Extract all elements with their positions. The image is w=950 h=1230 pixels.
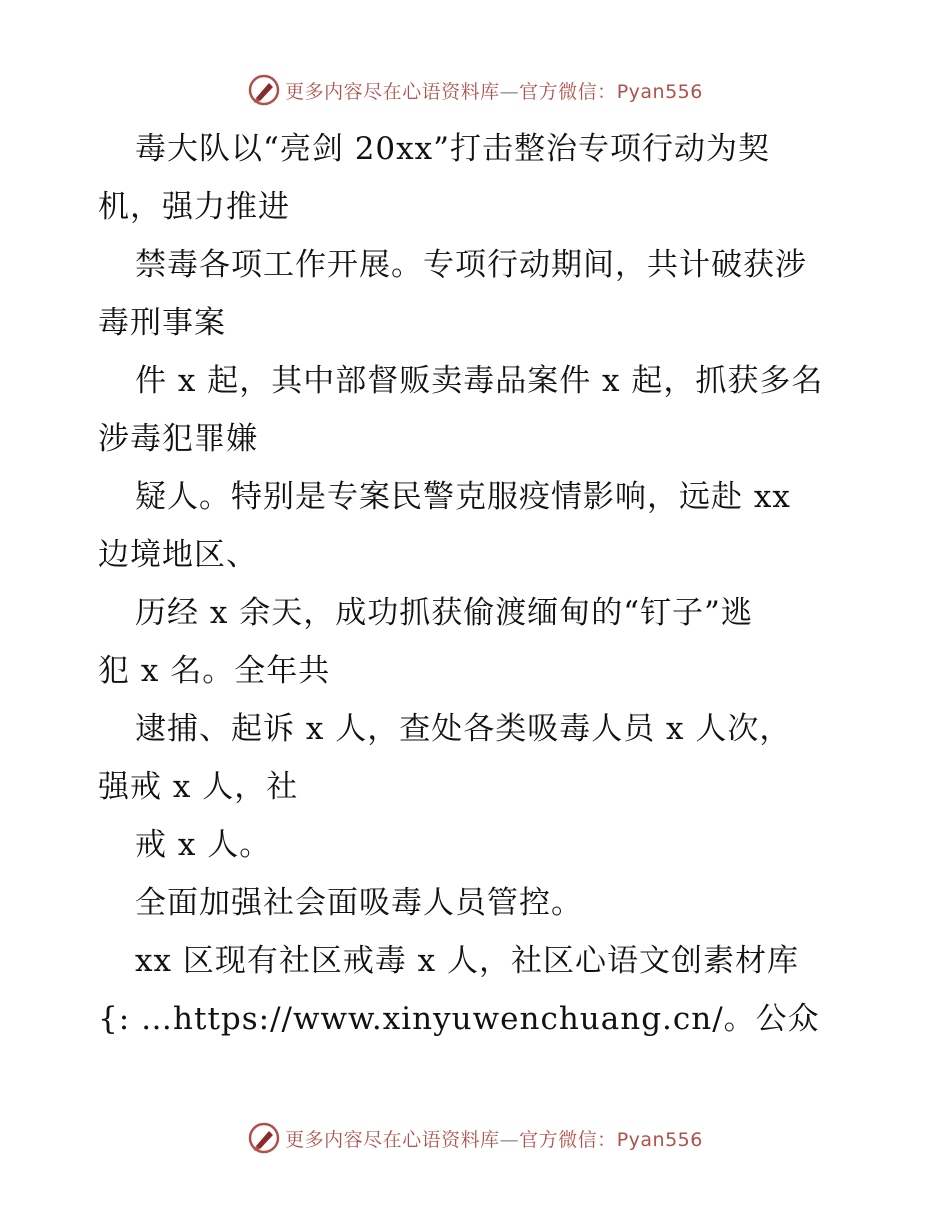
- document-body: [98, 120, 858, 1048]
- text-line: 强戒 x 人，社: [98, 769, 299, 805]
- pen-logo-icon: [247, 1121, 281, 1155]
- banner-text: 更多内容尽在心语资料库—官方微信：Pyan556: [285, 1128, 703, 1151]
- text-line: 涉毒犯罪嫌: [98, 421, 258, 457]
- text-line: xx 区现有社区戒毒 x 人，社区心语文创素材库: [135, 943, 800, 979]
- text-line: 机，强力推进: [98, 189, 290, 225]
- header-banner: [0, 70, 950, 110]
- text-line: 毒刑事案: [98, 305, 226, 341]
- text-line: {: …https://www.xinyuwenchuang.cn/。公众: [98, 1001, 820, 1037]
- pen-logo-icon: [247, 73, 281, 107]
- text-line: 件 x 起，其中部督贩卖毒品案件 x 起，抓获多名: [135, 363, 824, 399]
- text-line: 戒 x 人。: [135, 827, 272, 863]
- text-line: 边境地区、: [98, 537, 258, 573]
- text-line: 历经 x 余天，成功抓获偷渡缅甸的“钉子”逃: [135, 595, 753, 631]
- text-line: 逮捕、起诉 x 人，查处各类吸毒人员 x 人次，: [135, 711, 792, 747]
- text-line: 毒大队以“亮剑 20xx”打击整治专项行动为契: [135, 131, 770, 167]
- text-line: 犯 x 名。全年共: [98, 653, 331, 689]
- footer-banner: [0, 1118, 950, 1158]
- banner-text: 更多内容尽在心语资料库—官方微信：Pyan556: [285, 80, 703, 103]
- text-line: 禁毒各项工作开展。专项行动期间，共计破获涉: [135, 247, 807, 283]
- text-line: 全面加强社会面吸毒人员管控。: [135, 885, 583, 921]
- text-line: 疑人。特别是专案民警克服疫情影响，远赴 xx: [135, 479, 791, 515]
